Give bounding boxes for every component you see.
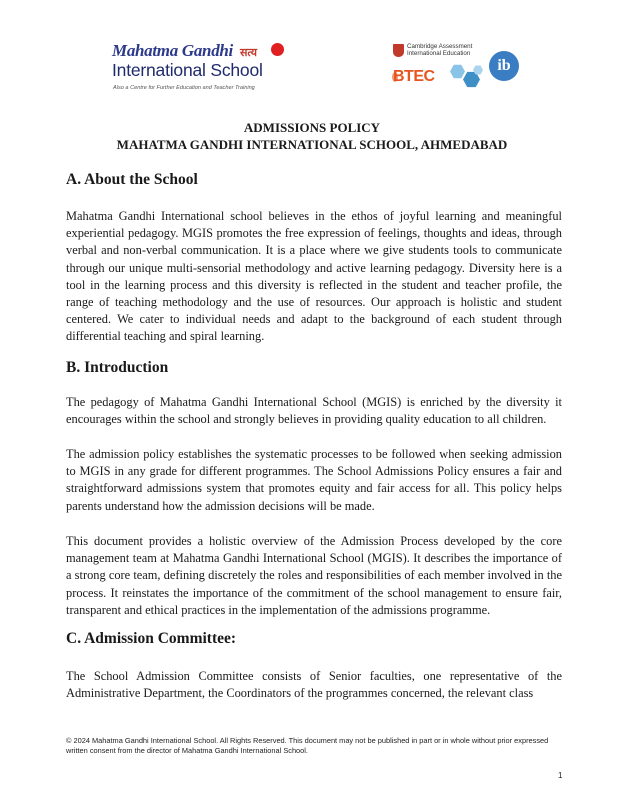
section-b-paragraph-2: The admission policy establishes the systematic processes to be followed when seeking admission to MGIS in any grade for different programmes. The School Admissions Policy ensures a fair and straightforward admissions system that promotes equity and fair access for all. This policy helps parents understand how the admission decisions will be made. <box>66 447 562 513</box>
cambridge-line2: International Education <box>407 50 471 57</box>
btec-logo: BTEC <box>393 68 435 85</box>
cambridge-logo <box>407 43 472 57</box>
mgis-logo-school-name: International School <box>112 60 263 80</box>
section-a-paragraph: Mahatma Gandhi International school believes in the ethos of joyful learning and meaningful experiential pedagogy. MGIS promotes the free expression of feelings, thoughts and ideas, through verbal and non-verbal communication. It is a place where we give students tools to communicate through our unique multi-sensorial methodology and active learning pedagogy. Diversity here is a tool in the learning process and this diversity is reflected in the student and teacher profile, the range of teaching methodology and the use of resources. Our approach is holistic and student centered. We cater to individual needs and adapt to the background of each student through differential teaching and spiral learning. <box>66 209 562 344</box>
mgis-logo-script: Mahatma Gandhi <box>112 41 233 60</box>
section-c-heading: C. Admission Committee: <box>66 630 237 647</box>
section-b-paragraph-1: The pedagogy of Mahatma Gandhi International School (MGIS) is enriched by the diversity it encourages within the school and strongly believes in providing quality education to all children. <box>66 395 562 427</box>
mgis-logo-red-dot-icon <box>271 43 284 56</box>
hexagon-icon <box>450 64 465 79</box>
document-subtitle: MAHATMA GANDHI INTERNATIONAL SCHOOL, AHMEDABAD <box>116 137 508 152</box>
page-header <box>0 38 624 98</box>
cambridge-line1: Cambridge Assessment <box>407 43 473 50</box>
mgis-logo-hindi: सत्य <box>240 46 258 59</box>
partner-logos <box>393 41 528 97</box>
section-c-paragraph: The School Admission Committee consists of Senior faculties, one representative of the Administrative Department, the Coordinators of the programmes concerned, the relevant class <box>66 669 562 701</box>
ib-logo: ib <box>489 51 519 81</box>
section-b-paragraph-3: This document provides a holistic overview of the Admission Process developed by the core management team at Mahatma Gandhi International School (MGIS). It describes the importance of a strong core team, defining discretely the roles and responsibilities of each member involved in the process. It reinstates the importance of the commitment of the school management to ensure fair, transparent and ethical practices in the implementation of the admissions programme. <box>66 534 562 617</box>
section-b-heading: B. Introduction <box>66 359 169 376</box>
section-a-heading: A. About the School <box>66 171 198 188</box>
footer-copyright: © 2024 Mahatma Gandhi International School. All Rights Reserved. This document may not be published in part or in whole without prior expressed written consent from the director of Mahatma Gandhi International School. <box>66 736 549 755</box>
page-number: 1 <box>558 771 563 780</box>
mgis-logo-tagline: Also a Centre for Further Education and Teacher Training <box>113 85 255 91</box>
mgis-logo <box>112 41 292 97</box>
document-title: ADMISSIONS POLICY <box>243 120 381 135</box>
cambridge-shield-icon <box>393 44 404 57</box>
